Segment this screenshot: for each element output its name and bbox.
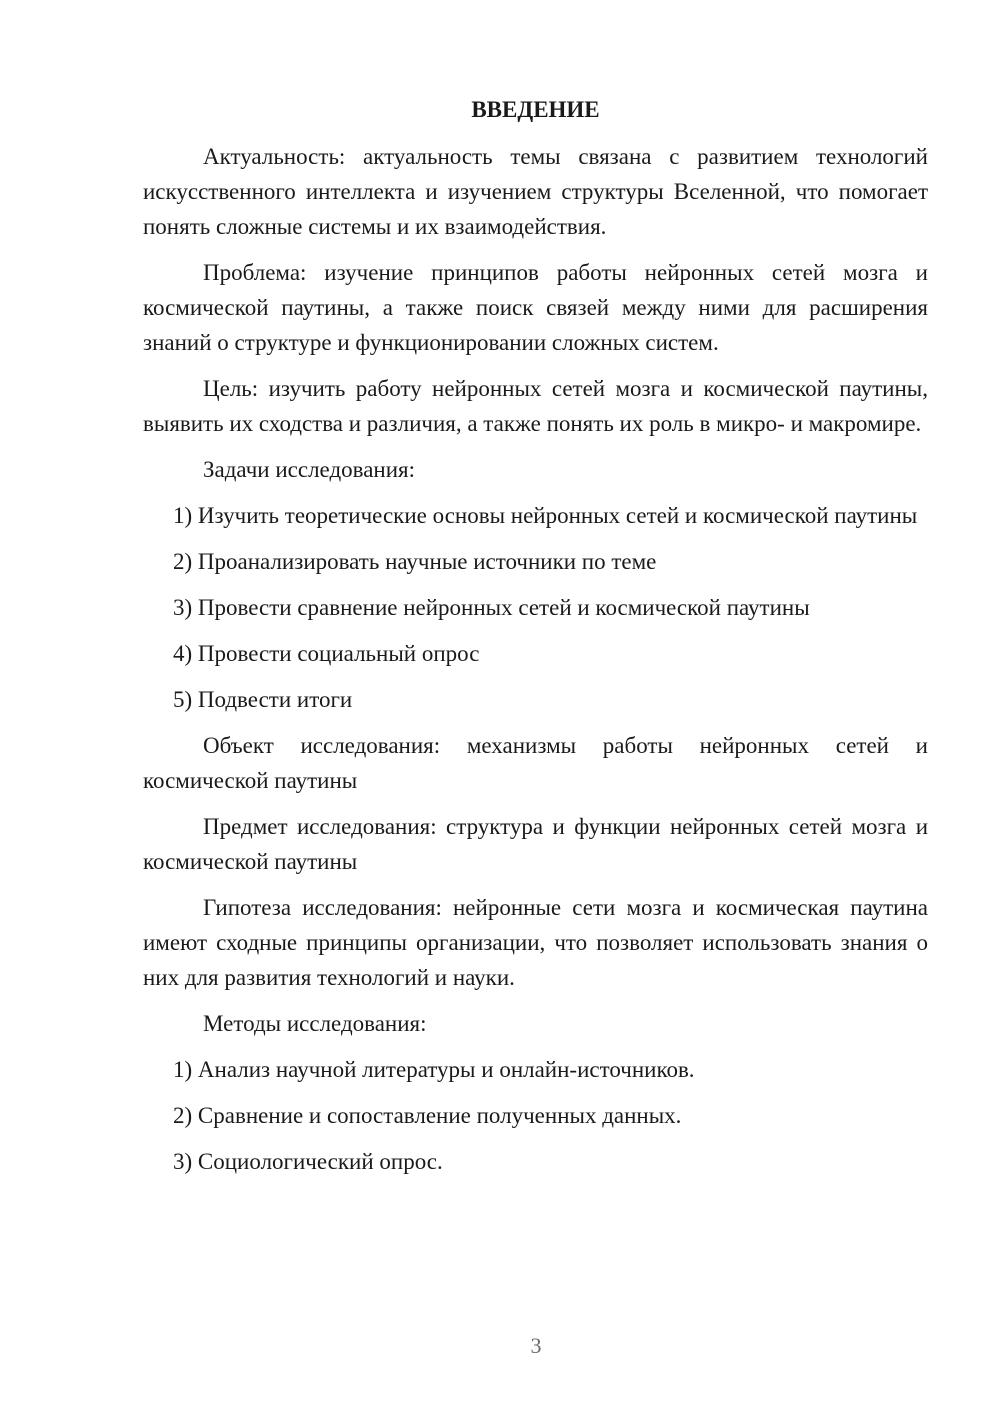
- method-item-1: 1) Анализ научной литературы и онлайн-источников.: [173, 1057, 695, 1082]
- hypothesis-paragraph: Гипотеза исследования: нейронные сети мозга и космическая паутина имеют сходные принципы организации, что позволяет использовать знания о них для развития технологий и науки.: [143, 895, 928, 990]
- methods-heading: Методы исследования:: [203, 1011, 427, 1036]
- problem-paragraph: Проблема: изучение принципов работы нейронных сетей мозга и космической паутины, а также поиск связей между ними для расширения знаний о структуре и функционировании сложных систем.: [143, 260, 928, 355]
- section-title: ВВЕДЕНИЕ: [471, 97, 600, 122]
- method-item-3: 3) Социологический опрос.: [173, 1149, 443, 1174]
- task-item-4: 4) Провести социальный опрос: [173, 641, 480, 666]
- goal-paragraph: Цель: изучить работу нейронных сетей мозга и космической паутины, выявить их сходства и различия, а также понять их роль в микро- и макромире.: [143, 376, 928, 436]
- subject-paragraph: Предмет исследования: структура и функции нейронных сетей мозга и космической паутины: [143, 814, 928, 874]
- document-page: [143, 92, 928, 1190]
- task-item-1: 1) Изучить теоретические основы нейронных сетей и космической паутины: [173, 503, 918, 528]
- object-paragraph: Объект исследования: механизмы работы нейронных сетей и космической паутины: [143, 733, 928, 793]
- task-item-2: 2) Проанализировать научные источники по теме: [173, 549, 657, 574]
- task-item-3: 3) Провести сравнение нейронных сетей и космической паутины: [173, 595, 810, 620]
- method-item-2: 2) Сравнение и сопоставление полученных данных.: [173, 1103, 682, 1128]
- relevance-paragraph: Актуальность: актуальность темы связана с развитием технологий искусственного интеллекта и изучением структуры Вселенной, что помогает понять сложные системы и их взаимодействия.: [143, 144, 928, 239]
- tasks-heading: Задачи исследования:: [203, 457, 416, 482]
- task-item-5: 5) Подвести итоги: [173, 687, 353, 712]
- page-number: 3: [530, 1333, 542, 1358]
